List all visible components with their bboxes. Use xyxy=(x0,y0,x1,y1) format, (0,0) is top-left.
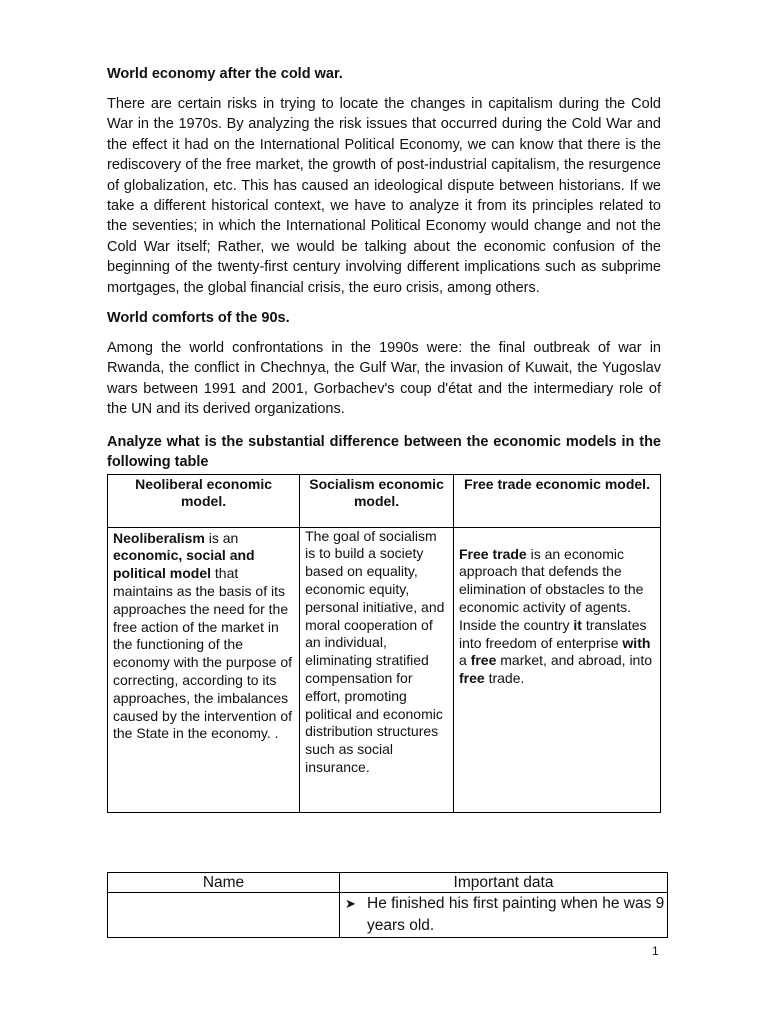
page-number: 1 xyxy=(652,944,659,958)
text-fragment: is an economic approach that defends the elimination of obstacles to the economic activity of agents. Inside the country xyxy=(459,545,644,633)
header-socialism: Socialism economic model. xyxy=(300,474,454,527)
bullet-text: He finished his first painting when he was 9 years old. xyxy=(367,895,665,934)
paragraph-90s: Among the world confrontations in the 1990s were: the final outbreak of war in Rwanda, the conflict in Chechnya, the Gulf War, the invasion of Kuwait, the Yugoslav wars between 1991 and 2001, Gorbachev's coup d'état and the intermediary role of the UN and its derived organizations. xyxy=(107,340,661,418)
socialism-text: The goal of socialism is to build a society based on equality, economic equity, personal initiative, and moral cooperation of an individual, eliminating stratified compensation for effort, promoting political and economic distribution structures such as social insurance. xyxy=(305,527,445,776)
bold-term: free xyxy=(470,652,497,669)
arrow-bullet-icon: ➤ xyxy=(345,896,356,911)
names-header-row xyxy=(108,873,668,893)
header-neoliberal: Neoliberal economic model. xyxy=(108,474,300,527)
analysis-question: Analyze what is the substantial difference between the economic models in the following table xyxy=(107,433,661,470)
header-important-data: Important data xyxy=(340,873,668,893)
names-table xyxy=(107,872,668,938)
bold-term: Free trade xyxy=(459,545,527,562)
cell-free-trade xyxy=(454,527,661,812)
cell-important-data xyxy=(340,893,668,938)
bold-term: economic, social and political model xyxy=(113,547,255,582)
cell-socialism xyxy=(300,527,454,812)
cell-name xyxy=(108,893,340,938)
text-fragment: a xyxy=(459,652,471,669)
table-header-row xyxy=(108,474,661,527)
table-row xyxy=(108,893,668,938)
paragraph-cold-war: There are certain risks in trying to locate the changes in capitalism during the Cold War in the 1970s. By analyzing the risk issues that occurred during the Cold War and the effect it had on the International Political Economy, we can know that there is the rediscovery of the free market, the growth of post-industrial capitalism, the resurgence of globalization, etc. This has caused an ideological dispute between historians. If we take a different historical context, we have to analyze it from its principles related to the seventies; in which the International Political Economy would change and not the Cold War itself; Rather, we would be talking about the economic confusion of the beginning of the twenty-first century involving different implications such as subprime mortgages, the global financial crisis, the euro crisis, among others. xyxy=(107,96,661,296)
text-fragment: trade. xyxy=(484,670,525,687)
header-name: Name xyxy=(108,873,340,893)
document-content xyxy=(107,64,661,813)
section-heading-90s: World comforts of the 90s. xyxy=(107,310,290,327)
text-fragment: translates into freedom of enterprise xyxy=(459,616,647,651)
section-heading-cold-war: World economy after the cold war. xyxy=(107,66,343,82)
cell-neoliberal xyxy=(108,527,300,812)
text-fragment: market, and abroad, into xyxy=(496,652,653,669)
text-fragment: that maintains as the basis of its approaches the need for the free action of the market in the functioning of the economy with the purpose of correcting, according to its approaches, the imbalances caused by the intervention of the State in the economy. . xyxy=(113,565,293,742)
bold-term: with xyxy=(622,634,651,651)
bold-term: free xyxy=(459,670,485,687)
table-row xyxy=(108,527,661,812)
bold-term: it xyxy=(573,616,582,633)
header-free-trade: Free trade economic model. xyxy=(454,474,661,527)
economic-models-table xyxy=(107,474,661,813)
text-fragment: is an xyxy=(204,529,239,546)
bold-term: Neoliberalism xyxy=(113,529,205,546)
